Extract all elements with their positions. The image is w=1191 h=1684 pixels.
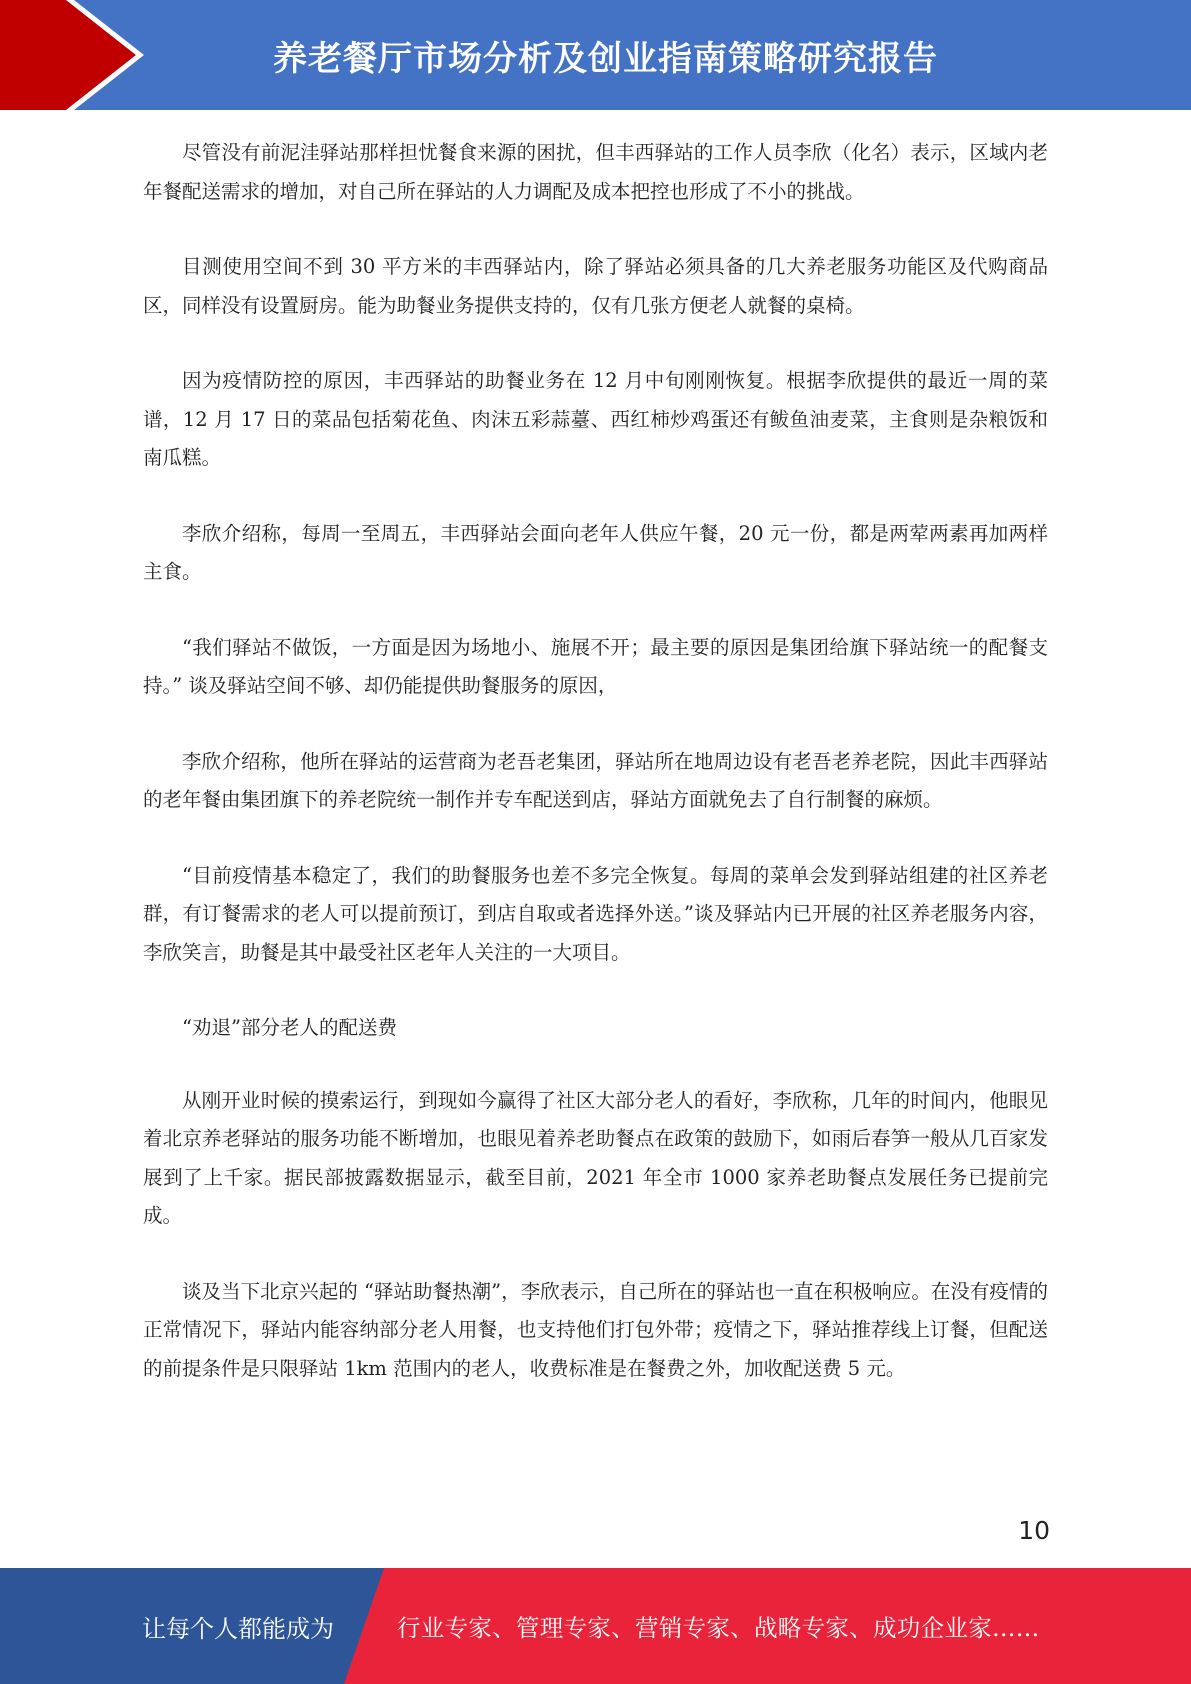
paragraph: 谈及当下北京兴起的 “驿站助餐热潮”，李欣表示，自己所在的驿站也一直在积极响应。在没有疫情的正常情况下，驿站内能容纳部分老人用餐，也支持他们打包外带；疫情之下，驿站推荐线上订餐，但配送的前提条件是只限驿站 1km 范围内的老人，收费标准是在餐费之外，加收配送费 5 元。 (143, 1279, 1048, 1380)
footer-slogan-left: 让每个人都能成为 (142, 1614, 334, 1643)
paragraph: 尽管没有前泥洼驿站那样担忧餐食来源的困扰，但丰西驿站的工作人员李欣（化名）表示，区域内老年餐配送需求的增加，对自己所在驿站的人力调配及成本把控也形成了不小的挑战。 (143, 141, 1048, 203)
paragraph: 李欣介绍称，他所在驿站的运营商为老吾老集团，驿站所在地周边设有老吾老养老院，因此丰西驿站的老年餐由集团旗下的养老院统一制作并专车配送到店，驿站方面就免去了自行制餐的麻烦。 (143, 749, 1048, 811)
paragraph: 从刚开业时候的摸索运行，到现如今赢得了社区大部分老人的看好，李欣称，几年的时间内，他眼见着北京养老驿站的服务功能不断增加，也眼见着养老助餐点在政策的鼓励下，如雨后春笋一般从几百家发展到了上千家。据民部披露数据显示，截至目前，2021 年全市 1000 家养老助餐点发展任务已提前完成。 (143, 1088, 1048, 1227)
paragraph: 目测使用空间不到 30 平方米的丰西驿站内，除了驿站必须具备的几大养老服务功能区及代购商品区，同样没有设置厨房。能为助餐业务提供支持的，仅有几张方便老人就餐的桌椅。 (143, 255, 1048, 317)
footer-slogan-right: 行业专家、管理专家、营销专家、战略专家、成功企业家…… (397, 1614, 1040, 1642)
article-body (143, 134, 1048, 1425)
paragraph: “目前疫情基本稳定了，我们的助餐服务也差不多完全恢复。每周的菜单会发到驿站组建的社区养老群，有订餐需求的老人可以提前预订，到店自取或者选择外送。”谈及驿站内已开展的社区养老服务内容，李欣笑言，助餐是其中最受社区老年人关注的一大项目。 (143, 863, 1048, 964)
footer-banner (0, 1568, 1191, 1684)
section-subheading: “劝退”部分老人的配送费 (182, 1016, 397, 1039)
paragraph: “我们驿站不做饭，一方面是因为场地小、施展不开；最主要的原因是集团给旗下驿站统一的配餐支持。” 谈及驿站空间不够、却仍能提供助餐服务的原因， (143, 635, 1048, 697)
report-title: 养老餐厅市场分析及创业指南策略研究报告 (273, 38, 938, 79)
paragraph: 李欣介绍称，每周一至周五，丰西驿站会面向老年人供应午餐，20 元一份，都是两荤两素再加两样主食。 (143, 521, 1048, 583)
paragraph: 因为疫情防控的原因，丰西驿站的助餐业务在 12 月中旬刚刚恢复。根据李欣提供的最近一周的菜谱，12 月 17 日的菜品包括菊花鱼、肉沫五彩蒜薹、西红柿炒鸡蛋还有鲅鱼油麦菜，主食则是杂粮饭和南瓜糕。 (143, 369, 1048, 469)
report-header (0, 0, 1191, 110)
page-number: 10 (1018, 1516, 1050, 1545)
